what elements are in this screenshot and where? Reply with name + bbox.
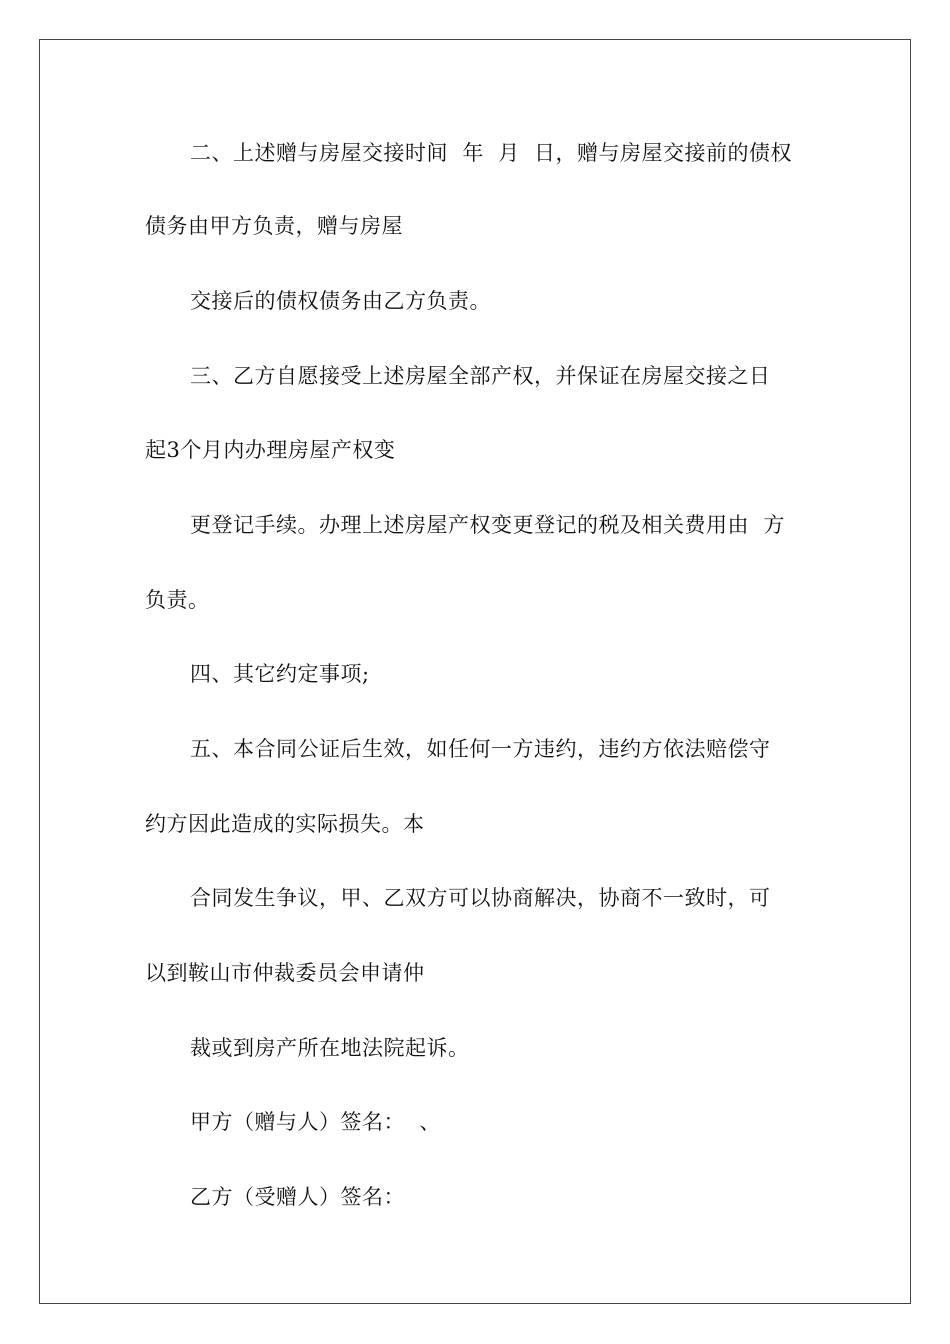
clause-5-line-5: 裁或到房产所在地法院起诉。	[190, 1036, 470, 1060]
clause-3-line-1: 三、乙方自愿接受上述房屋全部产权，并保证在房屋交接之日	[190, 364, 771, 388]
clause-5-line-4: 以到鞍山市仲裁委员会申请仲	[145, 961, 425, 985]
clause-5-line-1: 五、本合同公证后生效，如任何一方违约，违约方依法赔偿守	[190, 737, 771, 761]
clause-2-line-3: 交接后的债权债务由乙方负责。	[190, 289, 491, 313]
clause-3-line-4: 负责。	[145, 588, 210, 612]
clause-4-line-1: 四、其它约定事项;	[190, 662, 370, 686]
party-b-signature-line: 乙方（受赠人）签名：	[190, 1185, 405, 1209]
clause-5-line-3: 合同发生争议，甲、乙双方可以协商解决，协商不一致时，可	[190, 886, 771, 910]
clause-3-line-2: 起3个月内办理房屋产权变	[145, 438, 396, 462]
clause-5-line-2: 约方因此造成的实际损失。本	[145, 812, 425, 836]
clause-2-line-2: 债务由甲方负责，赠与房屋	[145, 214, 403, 238]
clause-2-line-1: 二、上述赠与房屋交接时间 年 月 日，赠与房屋交接前的债权	[190, 141, 793, 165]
clause-3-line-3: 更登记手续。办理上述房屋产权变更登记的税及相关费用由 方	[190, 513, 785, 537]
party-a-signature-line: 甲方（赠与人）签名： 、	[190, 1110, 441, 1134]
